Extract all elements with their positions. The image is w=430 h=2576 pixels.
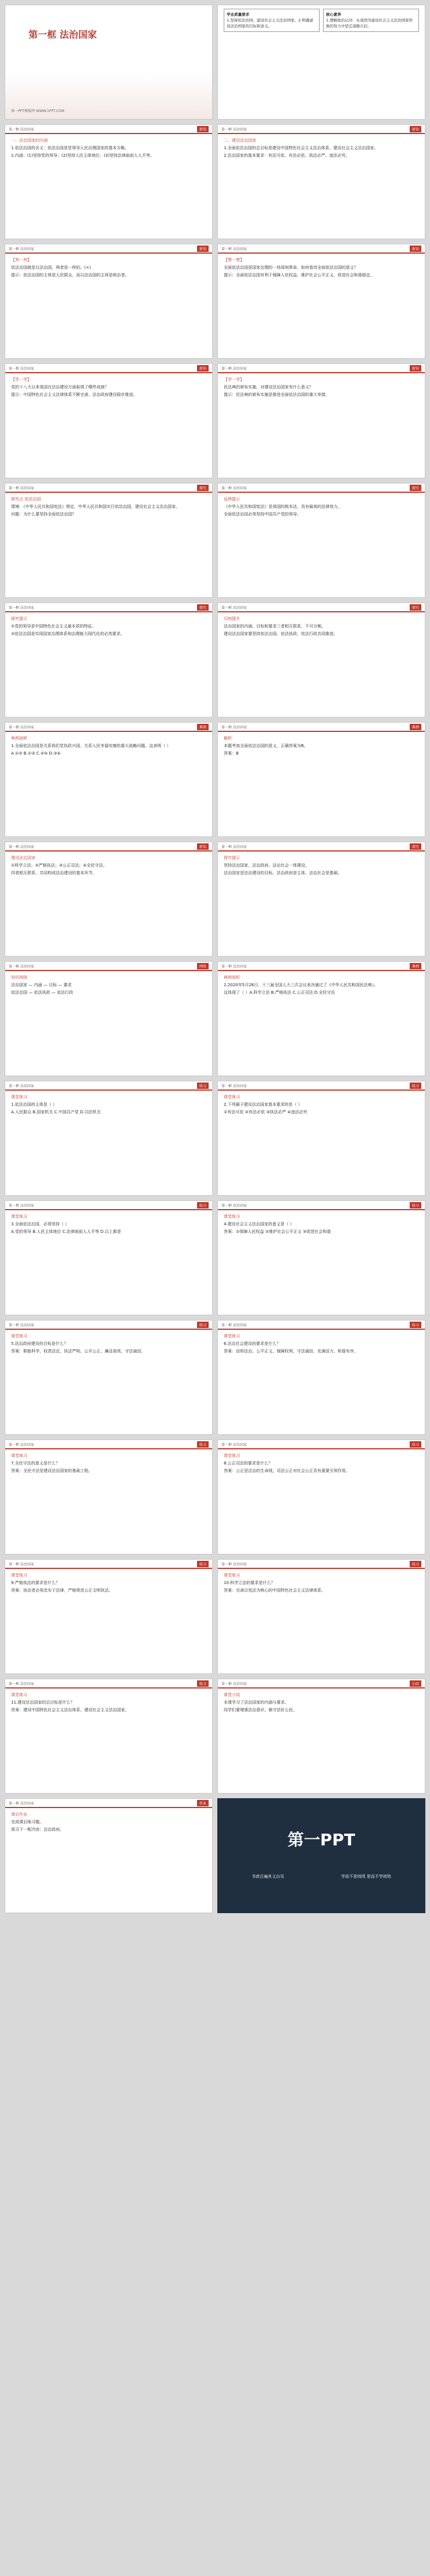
slide-17: 第一框 法治国家 网络 知识网络 法治国家 — 内涵 — 目标 — 要求 依法治国 — 依法执政 — 依法行政 — [5, 961, 213, 1076]
slide-26: 第一框 法治国家 练习 课堂练习 8.公正司法的要求是什么？ 答案：公正是法治的生命线，司法公正对社会公正具有重要引领作用。 — [217, 1439, 425, 1554]
slide-21: 第一框 法治国家 练习 课堂练习 3.全面依法治国，必须坚持（ ） A.党的领导 B.人民主体地位 C.法律面前人人平等 D.以上都是 — [5, 1200, 213, 1315]
slide-15: 第一框 法治国家 新知 建设法治国家 ①科学立法；②严格执法；③公正司法；④全民守法。 四者相互联系，共同构成法治建设的基本环节。 — [5, 842, 213, 957]
footer-logo: 第一PPT模板网 WWW.1PPT.COM — [11, 109, 64, 113]
end-right-text: 学而不思则罔 思而不学则殆 — [341, 1874, 392, 1879]
slide-29: 第一框 法治国家 练习 课堂练习 11.建设法治国家的总目标是什么？ 答案：建设中国特色社会主义法治体系，建设社会主义法治国家。 — [5, 1679, 213, 1794]
slide-8: 第一框 法治国家 新知 【学一学】 民法典的颁布实施，对建设法治国家有什么意义？ 提示：民法典的颁布实施是推进全面依法治国的重大举措。 — [217, 363, 425, 478]
lesson-label: 第一框 — [28, 29, 57, 40]
slide-19: 第一框 法治国家 练习 课堂练习 1.依法治国的主体是（ ） A.人民群众 B.国家机关 C.中国共产党 D.司法机关 — [5, 1081, 213, 1196]
slide-title — [5, 5, 213, 120]
slide-end-logo — [217, 1798, 425, 1913]
slide-23: 第一框 法治国家 练习 课堂练习 5.法治政府建设的目标是什么？ 答案：职能科学、权责法定、执法严明、公开公正、廉洁高效、守法诚信。 — [5, 1320, 213, 1435]
slide-3: 第一框 法治国家 新知 一、法治国家的内涵 1.依法治国的含义：依法治国是党领导人民治理国家的基本方略。 2.内涵：(1)坚持党的领导；(2)坚持人民主体地位；(3)坚持法律面前人人平等。 — [5, 124, 213, 239]
slide-25: 第一框 法治国家 练习 课堂练习 7.全民守法的意义是什么？ 答案：全民守法是建设法治国家的基础工程。 — [5, 1439, 213, 1554]
end-left-text: 书读百遍其义自见 — [251, 1874, 284, 1879]
slide-24: 第一框 法治国家 练习 课堂练习 6.法治社会建设的要求是什么？ 答案：信仰法治、公平正义、保障权利、守法诚信、充满活力、和谐有序。 — [217, 1320, 425, 1435]
slide-5: 第一框 法治国家 新知 【判一判】 依法治国就是以法治国，两者是一样的。(×) 提示：依法治国的主体是人民群众，而以法治国的主体是统治者。 — [5, 244, 213, 359]
slide-9: 第一框 法治国家 探究 探究点 依法治国 情境：《中华人民共和国宪法》规定，中华人民共和国实行依法治国，建设社会主义法治国家。 问题：为什么要坚持全面依法治国？ — [5, 483, 213, 598]
slide-4: 第一框 法治国家 新知 二、建设法治国家 1.全面依法治国的总目标是建设中国特色社会主义法治体系，建设社会主义法治国家。 2.法治国家的基本要求：有法可依、有法必依、执法必严、违法必究。 — [217, 124, 425, 239]
slide-14: 第一框 法治国家 典例 解析 本题考查全面依法治国的意义，正确答案为B。 答案：B — [217, 722, 425, 837]
slide-requirements — [217, 5, 425, 120]
slide-13: 第一框 法治国家 典例 典例剖析 1.全面依法治国是关系我们党执政兴国、关系人民幸福安康的重大战略问题。这表明（ ） A.①② B.①③ C.②④ D.③④ — [5, 722, 213, 837]
requirements-right: 核心素养 1.理解政治认同：从我国为建设社会主义法治国家所做的努力中坚定道路自信。 — [323, 9, 419, 32]
slide-16: 第一框 法治国家 探究 探究提示 坚持法治国家、法治政府、法治社会一体建设。 法治国家是法治建设的目标，法治政府是主体，法治社会是基础。 — [217, 842, 425, 957]
slide-7: 第一框 法治国家 新知 【学一学】 党的十八大以来我国在法治建设方面取得了哪些成就？ 提示：中国特色社会主义法律体系不断完善，法治政府建设稳步推进。 — [5, 363, 213, 478]
slide-title-text — [28, 27, 212, 41]
slide-6: 第一框 法治国家 新知 【想一想】 全面依法治国是国家治理的一场深刻革命，如何看待全面依法治国的意义？ 提示：全面依法治国有利于保障人民权益，维护社会公平正义，促进社会和谐稳定。 — [217, 244, 425, 359]
lesson-title: 法治国家 — [59, 29, 97, 40]
slide-20: 第一框 法治国家 练习 课堂练习 2.下列属于建设法治国家基本要求的是（ ） ①有法可依 ②有法必依 ③执法必严 ④违法必究 — [217, 1081, 425, 1196]
requirements-left: 学业质量要求 1.坚持依法治国，建设社会主义法治国家。2.明确建设法治国家的目标和意义。 — [224, 9, 320, 32]
slide-30: 第一框 法治国家 小结 课堂小结 本课学习了法治国家的内涵与要求。 同学们要增强法治意识，做守法好公民。 — [217, 1679, 425, 1794]
slide-28: 第一框 法治国家 练习 课堂练习 10.科学立法的要求是什么？ 答案：完善以宪法为核心的中国特色社会主义法律体系。 — [217, 1559, 425, 1674]
slide-22: 第一框 法治国家 练习 课堂练习 4.建设社会主义法治国家的意义是（ ） 答案：①保障人民权益 ②维护社会公平正义 ③促进社会和谐 — [217, 1200, 425, 1315]
slide-12: 第一框 法治国家 探究 归纳提升 法治国家的内涵、目标和要求三者相互联系，不可分割。 建设法治国家要坚持依法治国、依法执政、依法行政共同推进。 — [217, 602, 425, 717]
slide-11: 第一框 法治国家 探究 探究提示 ①党的领导是中国特色社会主义最本质的特征。 ②依法治国是实现国家治理体系和治理能力现代化的必然要求。 — [5, 602, 213, 717]
slide-18: 第一框 法治国家 典例 典例剖析 2.2020年5月28日，十三届全国人大三次会议表决通过了《中华人民共和国民法典》。 这体现了（ ）A.科学立法 B.严格执法 C.公正司法 D.全民守法 — [217, 961, 425, 1076]
slide-10: 第一框 法治国家 探究 延伸提示 《中华人民共和国宪法》是我国的根本法，具有最高的法律效力。 全面依法治国必须坚持中国共产党的领导。 — [217, 483, 425, 598]
ppt-logo-mark: 第一PPT — [287, 1830, 356, 1849]
slide-27: 第一框 法治国家 练习 课堂练习 9.严格执法的要求是什么？ 答案：执法者必须忠实于法律，严格规范公正文明执法。 — [5, 1559, 213, 1674]
slide-31: 第一框 法治国家 作业 课后作业 完成课后练习题。 预习下一框内容：法治政府。 — [5, 1798, 213, 1913]
